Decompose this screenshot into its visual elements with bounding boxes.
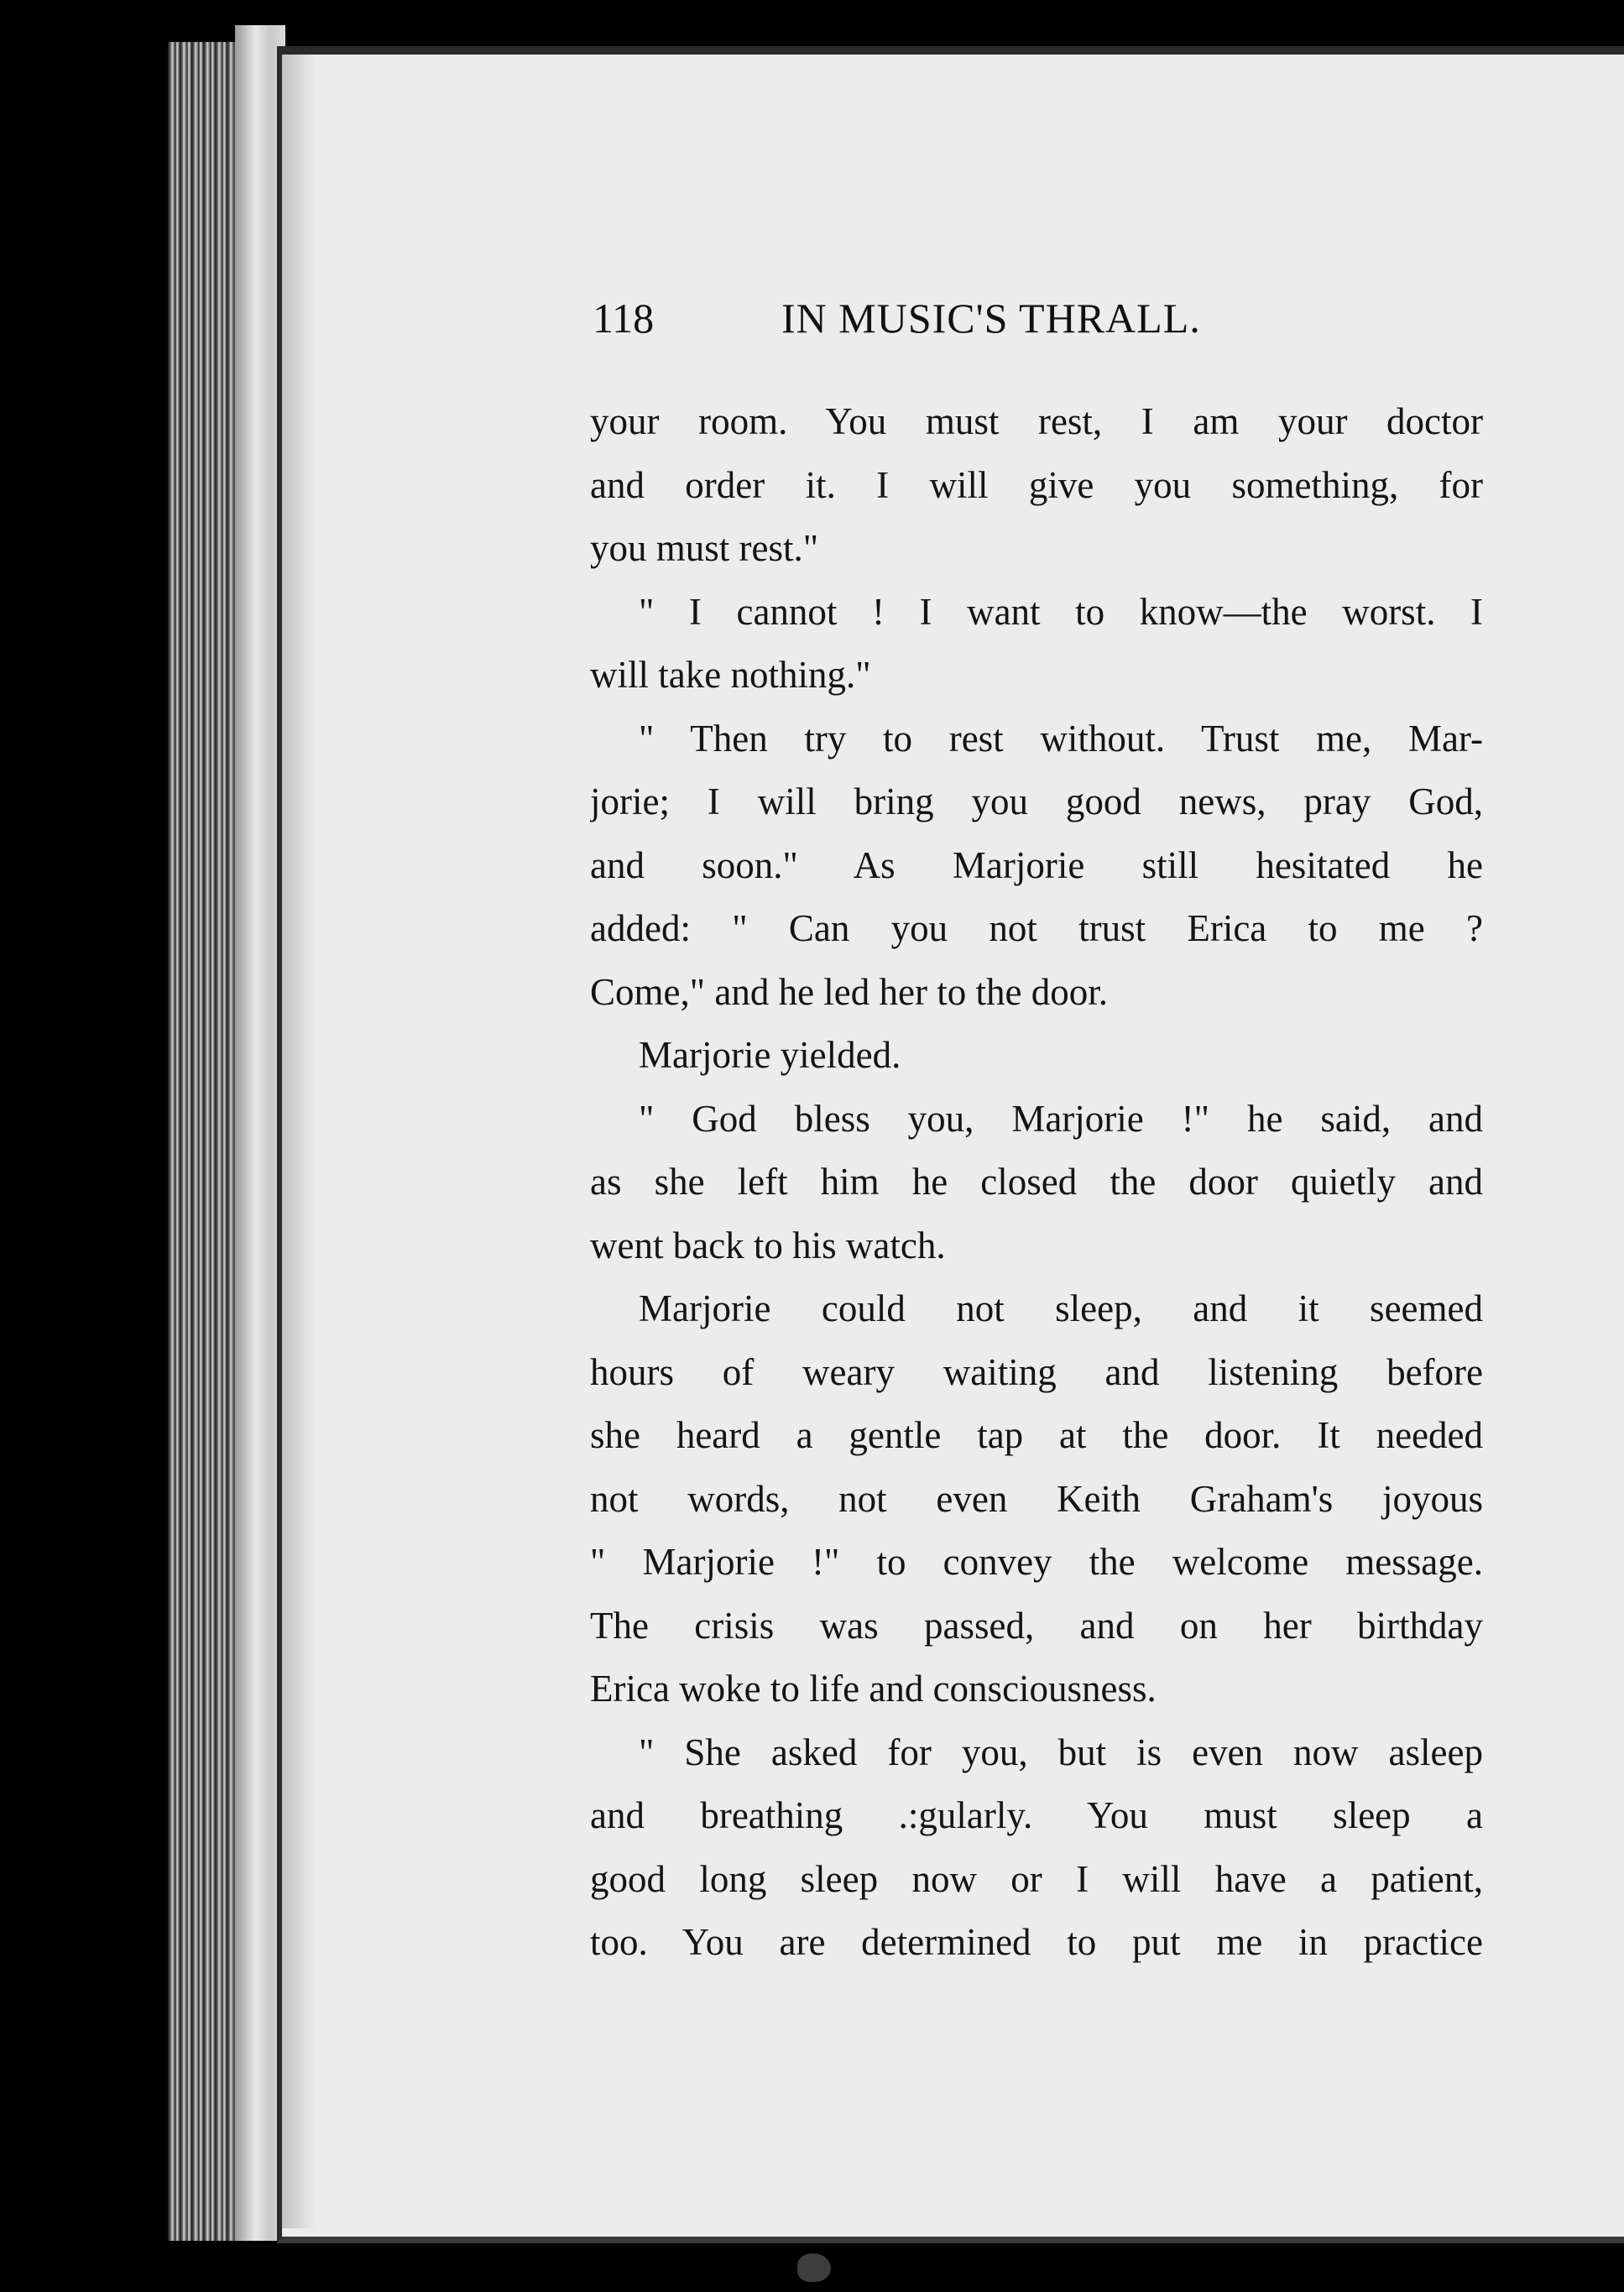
- body-text: [590, 390, 1483, 1975]
- running-head: [593, 294, 1486, 361]
- text-line: " Marjorie !" to convey the welcome message.: [590, 1541, 1483, 1583]
- text-line: Marjorie could not sleep, and it seemed: [639, 1287, 1483, 1329]
- ink-blot-mark: [797, 2253, 831, 2282]
- text-line: " She asked for you, but is even now asleep: [639, 1731, 1483, 1773]
- text-line: hours of weary waiting and listening before: [590, 1350, 1483, 1393]
- text-line: too. You are determined to put me in practice: [590, 1921, 1483, 1963]
- page-gutter-shadow: [282, 55, 316, 2228]
- running-head-title: IN MUSIC'S THRALL.: [781, 295, 1201, 342]
- text-line: your room. You must rest, I am your doctor: [590, 400, 1483, 442]
- text-line: will take nothing.": [590, 654, 871, 696]
- text-line: Marjorie yielded.: [639, 1034, 901, 1076]
- text-line: jorie; I will bring you good news, pray God,: [590, 781, 1483, 822]
- page-number: 118: [593, 295, 655, 342]
- text-line: and soon." As Marjorie still hesitated he: [590, 843, 1483, 886]
- text-line: Erica woke to life and consciousness.: [590, 1668, 1157, 1710]
- text-line: as she left him he closed the door quietly and: [590, 1161, 1483, 1203]
- text-line: The crisis was passed, and on her birthday: [590, 1604, 1483, 1647]
- text-line: Come," and he led her to the door.: [590, 970, 1108, 1013]
- text-line: you must rest.": [590, 527, 819, 569]
- text-line: " God bless you, Marjorie !" he said, and: [639, 1097, 1483, 1140]
- text-line: " I cannot ! I want to know—the worst. I: [639, 590, 1483, 633]
- text-line: went back to his watch.: [590, 1224, 946, 1266]
- text-line: good long sleep now or I will have a patient,: [590, 1857, 1483, 1900]
- text-line: added: " Can you not trust Erica to me ?: [590, 907, 1483, 949]
- text-line: and breathing .:gularly. You must sleep a: [590, 1794, 1483, 1836]
- text-line: not words, not even Keith Graham's joyous: [590, 1477, 1483, 1520]
- text-line: and order it. I will give you something, for: [590, 463, 1483, 506]
- text-line: " Then try to rest without. Trust me, Mar-: [639, 717, 1483, 760]
- text-line: she heard a gentle tap at the door. It needed: [590, 1414, 1483, 1456]
